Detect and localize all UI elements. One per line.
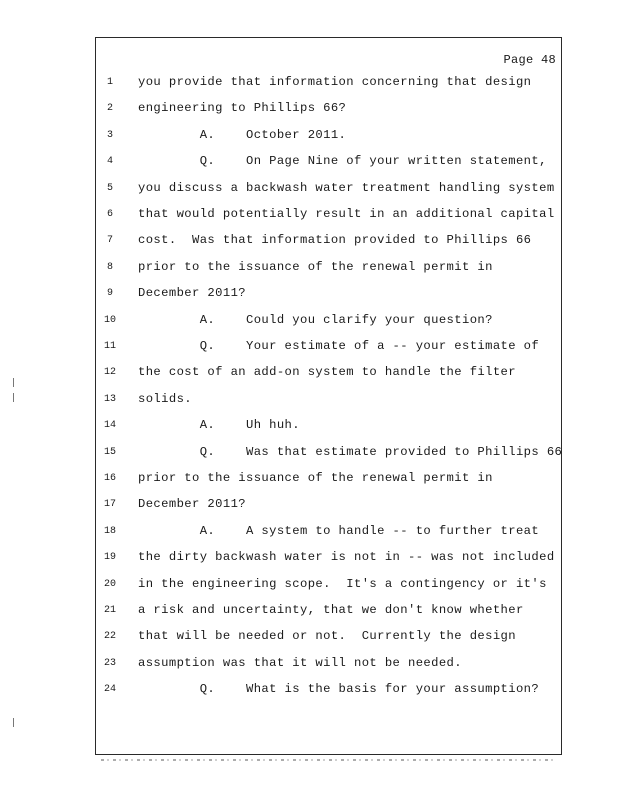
transcript-line	[0, 205, 618, 225]
line-text: you discuss a backwash water treatment handling system	[138, 180, 555, 195]
line-number: 17	[103, 499, 116, 511]
transcript-line	[0, 601, 618, 621]
line-number: 21	[103, 605, 116, 616]
line-text: the dirty backwash water is not in -- was not included	[138, 550, 555, 565]
transcript-line	[0, 680, 618, 700]
line-number: 5	[106, 182, 113, 194]
line-number: 4	[106, 156, 113, 168]
line-text: a risk and uncertainty, that we don't know whether	[138, 603, 524, 617]
line-number: 8	[106, 261, 113, 273]
line-text: you provide that information concerning that design	[138, 75, 532, 89]
line-text: prior to the issuance of the renewal permit in	[138, 259, 493, 274]
transcript-line	[0, 522, 618, 542]
line-number: 16	[103, 473, 116, 484]
line-number: 23	[103, 657, 116, 669]
transcript-line	[0, 575, 618, 595]
line-text: assumption was that it will not be needed.	[138, 655, 462, 670]
line-text: Q. What is the basis for your assumption?	[138, 682, 540, 697]
line-number: 15	[103, 446, 116, 458]
transcript-line	[0, 363, 618, 383]
line-text: A. Could you clarify your question?	[138, 312, 493, 327]
transcript-line	[0, 231, 618, 251]
transcript-line	[0, 627, 618, 647]
line-text: cost. Was that information provided to Phillips 66	[138, 233, 532, 248]
line-number: 7	[106, 235, 113, 247]
transcript-line	[0, 443, 618, 463]
line-number: 11	[103, 341, 116, 352]
transcript-line	[0, 258, 618, 278]
page-number: Page 48	[503, 53, 556, 67]
line-text: Q. Was that estimate provided to Phillips 66	[138, 444, 563, 459]
line-number: 24	[103, 684, 116, 696]
transcript-line	[0, 548, 618, 568]
line-text: A. Uh huh.	[138, 418, 300, 433]
line-text: Q. Your estimate of a -- your estimate of	[138, 339, 540, 353]
bottom-scan-artifact	[101, 759, 556, 761]
transcript-line	[0, 99, 618, 119]
transcript-line	[0, 179, 618, 199]
margin-mark	[13, 718, 14, 727]
line-text: the cost of an add-on system to handle the filter	[138, 365, 516, 380]
line-text: A. October 2011.	[138, 127, 347, 142]
line-text: that will be needed or not. Currently the design	[138, 629, 516, 644]
line-number: 10	[103, 314, 116, 326]
line-text: in the engineering scope. It's a contingency or it's	[138, 576, 547, 591]
transcript-line	[0, 311, 618, 331]
transcript-line	[0, 337, 618, 357]
transcript-line	[0, 152, 618, 172]
line-number: 6	[106, 209, 113, 220]
line-text: engineering to Phillips 66?	[138, 101, 347, 116]
line-text: December 2011?	[138, 497, 246, 512]
transcript-line	[0, 416, 618, 436]
line-text: solids.	[138, 391, 192, 406]
transcript-line	[0, 284, 618, 304]
line-number: 19	[103, 552, 116, 564]
transcript-line	[0, 126, 618, 146]
line-number: 13	[103, 393, 116, 405]
line-text: that would potentially result in an additional capital	[138, 207, 555, 221]
transcript-line	[0, 73, 618, 93]
transcript-line	[0, 390, 618, 410]
transcript-line	[0, 469, 618, 489]
line-number: 20	[103, 578, 116, 590]
line-number: 3	[106, 129, 113, 141]
line-number: 14	[103, 420, 116, 432]
transcript-line	[0, 654, 618, 674]
line-number: 1	[106, 77, 113, 88]
line-text: December 2011?	[138, 286, 246, 301]
line-number: 2	[106, 103, 113, 115]
line-number: 22	[103, 631, 116, 643]
line-text: A. A system to handle -- to further treat	[138, 523, 540, 538]
line-number: 12	[103, 367, 116, 379]
transcript-line	[0, 495, 618, 515]
line-number: 18	[103, 525, 116, 537]
line-text: prior to the issuance of the renewal permit in	[138, 471, 493, 485]
line-text: Q. On Page Nine of your written statement,	[138, 154, 547, 169]
line-number: 9	[106, 288, 113, 300]
